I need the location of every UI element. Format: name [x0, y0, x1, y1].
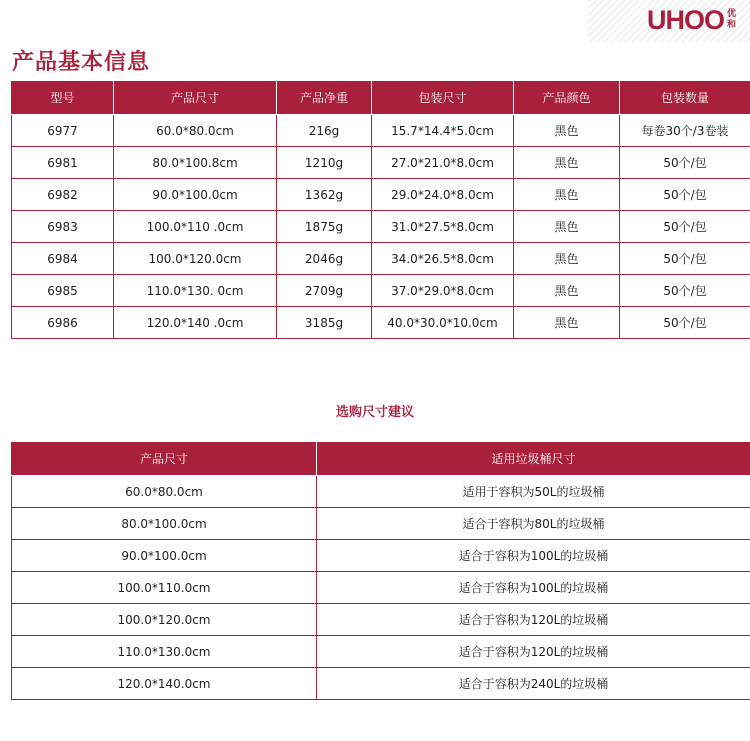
table-row	[12, 508, 750, 540]
column-header-color: 产品颜色	[514, 81, 620, 115]
column-header-package-quantity: 包装数量	[620, 81, 750, 115]
table-cell: 适合于容积为240L的垃圾桶	[317, 668, 750, 700]
table-cell: 黑色	[514, 147, 620, 179]
logo-chinese-top: 优	[726, 9, 736, 19]
table-cell: 6982	[12, 179, 114, 211]
table-cell: 34.0*26.5*8.0cm	[372, 243, 514, 275]
table-header-row	[12, 442, 750, 476]
table-cell: 3185g	[277, 307, 372, 339]
column-header-product-size: 产品尺寸	[114, 81, 277, 115]
logo-wordmark: UHOO	[646, 4, 724, 35]
column-header-product-size: 产品尺寸	[12, 442, 317, 476]
product-info-table	[11, 80, 750, 339]
table-cell: 黑色	[514, 115, 620, 147]
table-cell: 6983	[12, 211, 114, 243]
table-row	[12, 243, 750, 275]
table-cell: 100.0*110.0cm	[12, 572, 317, 604]
table-cell: 120.0*140 .0cm	[114, 307, 277, 339]
table-row	[12, 604, 750, 636]
table-row	[12, 572, 750, 604]
table-cell: 80.0*100.8cm	[114, 147, 277, 179]
table-cell: 黑色	[514, 243, 620, 275]
table-cell: 37.0*29.0*8.0cm	[372, 275, 514, 307]
table-cell: 100.0*110 .0cm	[114, 211, 277, 243]
table-cell: 50个/包	[620, 307, 750, 339]
table-cell: 216g	[277, 115, 372, 147]
table-cell: 黑色	[514, 211, 620, 243]
table-cell: 适用于容积为50L的垃圾桶	[317, 476, 750, 508]
table-cell: 80.0*100.0cm	[12, 508, 317, 540]
table-cell: 6981	[12, 147, 114, 179]
table-row	[12, 147, 750, 179]
table-cell: 90.0*100.0cm	[12, 540, 317, 572]
table-header-row	[12, 81, 750, 115]
table-row	[12, 540, 750, 572]
table-row	[12, 476, 750, 508]
column-header-bin-size: 适用垃圾桶尺寸	[317, 442, 750, 476]
table-cell: 50个/包	[620, 211, 750, 243]
table-cell: 适合于容积为120L的垃圾桶	[317, 604, 750, 636]
table-cell: 60.0*80.0cm	[114, 115, 277, 147]
table-cell: 适合于容积为80L的垃圾桶	[317, 508, 750, 540]
table-cell: 31.0*27.5*8.0cm	[372, 211, 514, 243]
column-header-net-weight: 产品净重	[277, 81, 372, 115]
table-cell: 100.0*120.0cm	[114, 243, 277, 275]
table-cell: 6985	[12, 275, 114, 307]
table-cell: 黑色	[514, 307, 620, 339]
table-cell: 29.0*24.0*8.0cm	[372, 179, 514, 211]
table-cell: 2709g	[277, 275, 372, 307]
table-cell: 6986	[12, 307, 114, 339]
table-cell: 50个/包	[620, 275, 750, 307]
logo-chinese-bottom: 和	[726, 20, 736, 30]
table-cell: 90.0*100.0cm	[114, 179, 277, 211]
page-title: 产品基本信息	[12, 50, 151, 75]
table-row	[12, 307, 750, 339]
table-cell: 1875g	[277, 211, 372, 243]
brand-logo	[647, 3, 736, 37]
table-row	[12, 211, 750, 243]
table-row	[12, 668, 750, 700]
table-cell: 每卷30个/3卷装	[620, 115, 750, 147]
table-row	[12, 636, 750, 668]
table-cell: 27.0*21.0*8.0cm	[372, 147, 514, 179]
table-cell: 适合于容积为120L的垃圾桶	[317, 636, 750, 668]
table-row	[12, 275, 750, 307]
table-cell: 6984	[12, 243, 114, 275]
logo-chinese	[727, 9, 736, 31]
product-info-body	[12, 115, 750, 339]
table-cell: 100.0*120.0cm	[12, 604, 317, 636]
table-cell: 50个/包	[620, 147, 750, 179]
column-header-package-size: 包装尺寸	[372, 81, 514, 115]
table-row	[12, 115, 750, 147]
table-cell: 50个/包	[620, 243, 750, 275]
table-cell: 1210g	[277, 147, 372, 179]
size-suggestion-body	[12, 476, 750, 700]
table-cell: 6977	[12, 115, 114, 147]
table-cell: 黑色	[514, 275, 620, 307]
table-cell: 120.0*140.0cm	[12, 668, 317, 700]
table-cell: 1362g	[277, 179, 372, 211]
table-cell: 2046g	[277, 243, 372, 275]
table-cell: 110.0*130. 0cm	[114, 275, 277, 307]
table-cell: 40.0*30.0*10.0cm	[372, 307, 514, 339]
table-row	[12, 179, 750, 211]
table-cell: 110.0*130.0cm	[12, 636, 317, 668]
size-suggestion-table	[11, 441, 750, 700]
column-header-model: 型号	[12, 81, 114, 115]
table-cell: 适合于容积为100L的垃圾桶	[317, 540, 750, 572]
table-cell: 60.0*80.0cm	[12, 476, 317, 508]
suggest-title: 选购尺寸建议	[335, 405, 414, 420]
table-cell: 黑色	[514, 179, 620, 211]
table-cell: 15.7*14.4*5.0cm	[372, 115, 514, 147]
table-cell: 适合于容积为100L的垃圾桶	[317, 572, 750, 604]
table-cell: 50个/包	[620, 179, 750, 211]
